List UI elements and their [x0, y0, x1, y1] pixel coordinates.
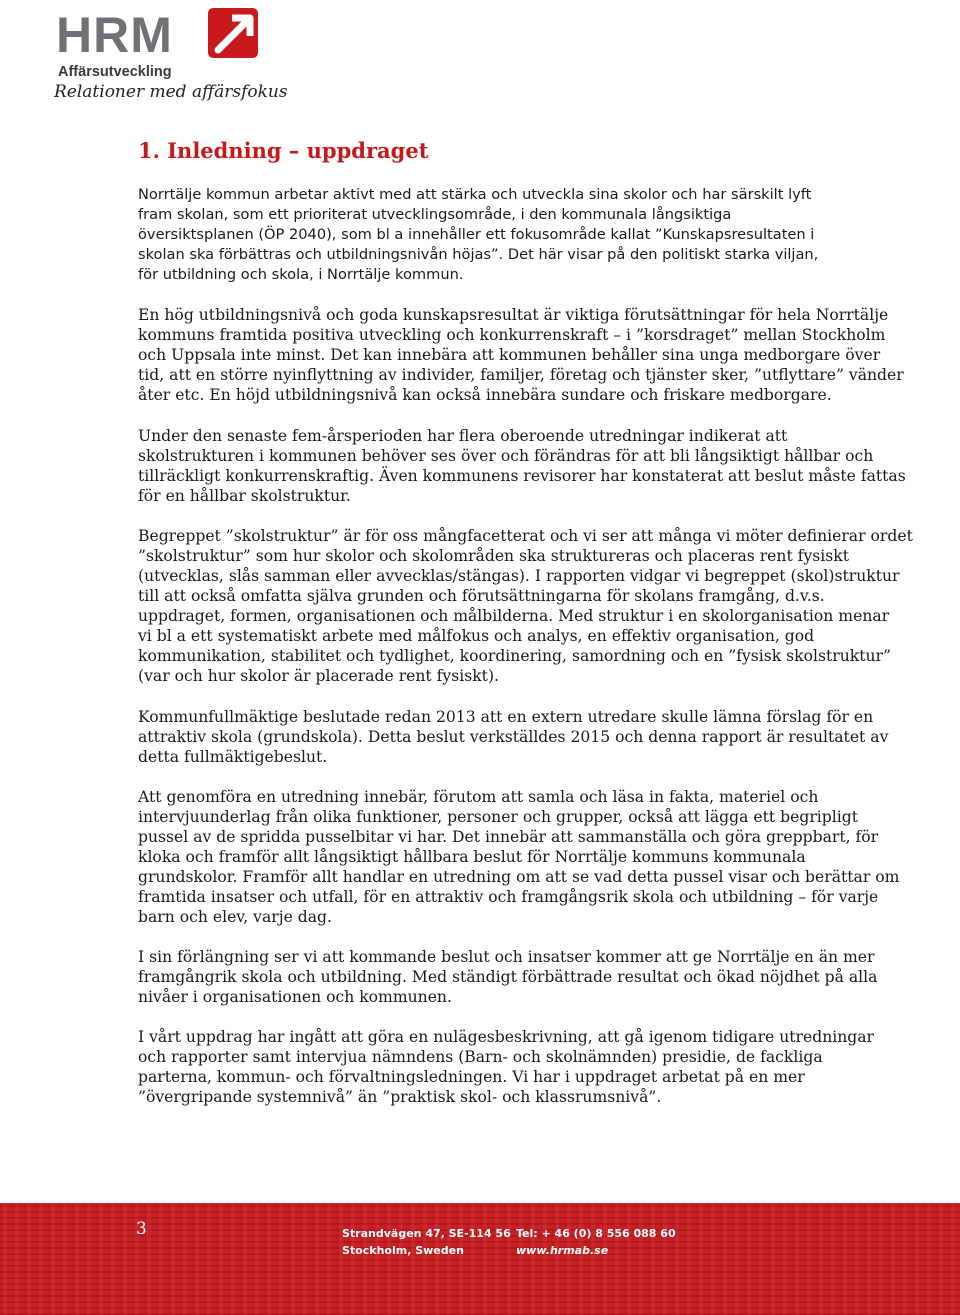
- text-line: kloka och framför allt långsiktigt hållbara beslut för Norrtälje kommuns kommunala: [138, 848, 806, 866]
- text-line: barn och elev, varje dag.: [138, 908, 332, 926]
- text-line: I vårt uppdrag har ingått att göra en nulägesbeskrivning, att gå igenom tidigare utredningar: [138, 1028, 875, 1046]
- text-line: vi bl a ett systematiskt arbete med målfokus och analys, en effektiv organisation, god: [138, 627, 815, 645]
- text-line: intervjuunderlag från olika funktioner, personer och grupper, också att lägga ett begripligt: [138, 808, 858, 826]
- text-line: och rapporter samt intervjua nämndens (Barn- och skolnämnden) presidie, de fackliga: [138, 1048, 823, 1066]
- text-line: översiktsplanen (ÖP 2040), som bl a innehåller ett fokusområde kallat ”Kunskapsresultaten i: [138, 226, 815, 243]
- text-line: uppdraget, formen, organisationen och målbilderna. Med struktur i en skolorganisation menar: [138, 607, 890, 625]
- text-line: Kommunfullmäktige beslutade redan 2013 att en extern utredare skulle lämna förslag för en: [138, 708, 874, 726]
- page-footer: [0, 1203, 960, 1315]
- address-line: Stockholm, Sweden: [342, 1244, 464, 1257]
- text-line: för en hållbar skolstruktur.: [138, 487, 351, 505]
- phone-number: Tel: + 46 (0) 8 556 088 60: [516, 1227, 676, 1240]
- text-line: I sin förlängning ser vi att kommande beslut och insatser kommer att ge Norrtälje en än mer: [138, 948, 875, 966]
- text-line: detta fullmäktigebeslut.: [138, 748, 328, 766]
- text-line: Under den senaste fem-årsperioden har flera oberoende utredningar indikerat att: [138, 427, 788, 445]
- page-number: 3: [136, 1219, 147, 1239]
- paragraph-7: [138, 947, 898, 1007]
- text-line: En hög utbildningsnivå och goda kunskapsresultat är viktiga förutsättningar för hela Norrtälje: [138, 306, 889, 324]
- logo-arrow-icon: [204, 6, 260, 66]
- company-logo: [52, 6, 288, 106]
- text-line: (utvecklas, slås samman eller avvecklas/stängas). I rapporten vidgar vi begreppet (skol)struktur: [138, 567, 900, 585]
- paragraph-5: [138, 707, 898, 767]
- text-line: och Uppsala inte minst. Det kan innebära att kommunen behåller sina unga medborgare över: [138, 346, 881, 364]
- logo-tagline: Relationer med affärsfokus: [54, 82, 288, 102]
- text-line: tillräckligt konkurrenskraftig. Även kommunens revisorer har konstaterat att beslut måste fattas: [138, 467, 906, 485]
- text-line: grundskolor. Framför allt handlar en utredning om att se vad detta pussel visar och berättar om: [138, 868, 900, 886]
- text-line: Norrtälje kommun arbetar aktivt med att stärka och utveckla sina skolor och har särskilt lyft: [138, 186, 812, 203]
- text-line: Begreppet ”skolstruktur” är för oss mångfacetterat och vi ser att många vi möter definierar ordet: [138, 527, 913, 545]
- text-line: åter etc. En höjd utbildningsnivå kan också innebära sundare och friskare medborgare.: [138, 386, 832, 404]
- text-line: skolan ska förbättras och utbildningsnivån höjas”. Det här visar på den politiskt starka viljan,: [138, 246, 819, 263]
- paragraph-1: [138, 185, 898, 285]
- text-line: kommunikation, stabilitet och tydlighet, koordinering, samordning och en ”fysisk skolstruktur”: [138, 647, 891, 665]
- footer-contact: [516, 1225, 676, 1259]
- logo-subtitle: Affärsutveckling: [58, 64, 172, 80]
- paragraph-4: [138, 526, 913, 686]
- text-line: parterna, kommun- och förvaltningsledningen. Vi har i uppdraget arbetat på en mer: [138, 1068, 805, 1086]
- text-line: nivåer i organisationen och kommunen.: [138, 988, 452, 1006]
- text-line: (var och hur skolor är placerade rent fysiskt).: [138, 667, 499, 685]
- text-line: ”skolstruktur” som hur skolor och skolområden ska struktureras och placeras rent fysiskt: [138, 547, 849, 565]
- text-line: tid, att en större nyinflyttning av individer, familjer, företag och tjänster sker, ”utflyttare” vänder: [138, 366, 904, 384]
- footer-address: [342, 1225, 511, 1259]
- website-link[interactable]: www.hrmab.se: [516, 1244, 609, 1257]
- paragraph-3: [138, 426, 906, 506]
- text-line: kommuns framtida positiva utveckling och konkurrenskraft – i ”korsdraget” mellan Stockholm: [138, 326, 886, 344]
- text-line: skolstrukturen i kommunen behöver ses över och förändras för att bli långsiktigt hållbar och: [138, 447, 874, 465]
- paragraph-6: [138, 787, 898, 927]
- logo-wordmark: HRM: [56, 7, 173, 63]
- section-heading: 1. Inledning – uppdraget: [138, 138, 429, 163]
- text-line: fram skolan, som ett prioriterat utvecklingsområde, i den kommunala långsiktiga: [138, 206, 732, 223]
- address-line: Strandvägen 47, SE-114 56: [342, 1227, 511, 1240]
- text-line: för utbildning och skola, i Norrtälje kommun.: [138, 266, 464, 283]
- text-line: ”övergripande systemnivå” än ”praktisk skol- och klassrumsnivå”.: [138, 1088, 662, 1106]
- paragraph-8: [138, 1027, 898, 1107]
- text-line: attraktiv skola (grundskola). Detta beslut verkställdes 2015 och denna rapport är resultatet av: [138, 728, 889, 746]
- paragraph-2: [138, 305, 904, 405]
- text-line: till att också omfatta själva grunden och förutsättningarna för skolans framgång, d.v.s.: [138, 587, 825, 605]
- text-line: framgångrik skola och utbildning. Med ständigt förbättrade resultat och ökad nöjdhet på alla: [138, 968, 878, 986]
- text-line: pussel av de spridda pusselbitar vi har. Det innebär att sammanställa och göra greppbart, för: [138, 828, 879, 846]
- text-line: framtida insatser och utfall, för en attraktiv och framgångsrik skola och utbildning – för varje: [138, 888, 879, 906]
- text-line: Att genomföra en utredning innebär, förutom att samla och läsa in fakta, materiel och: [138, 788, 819, 806]
